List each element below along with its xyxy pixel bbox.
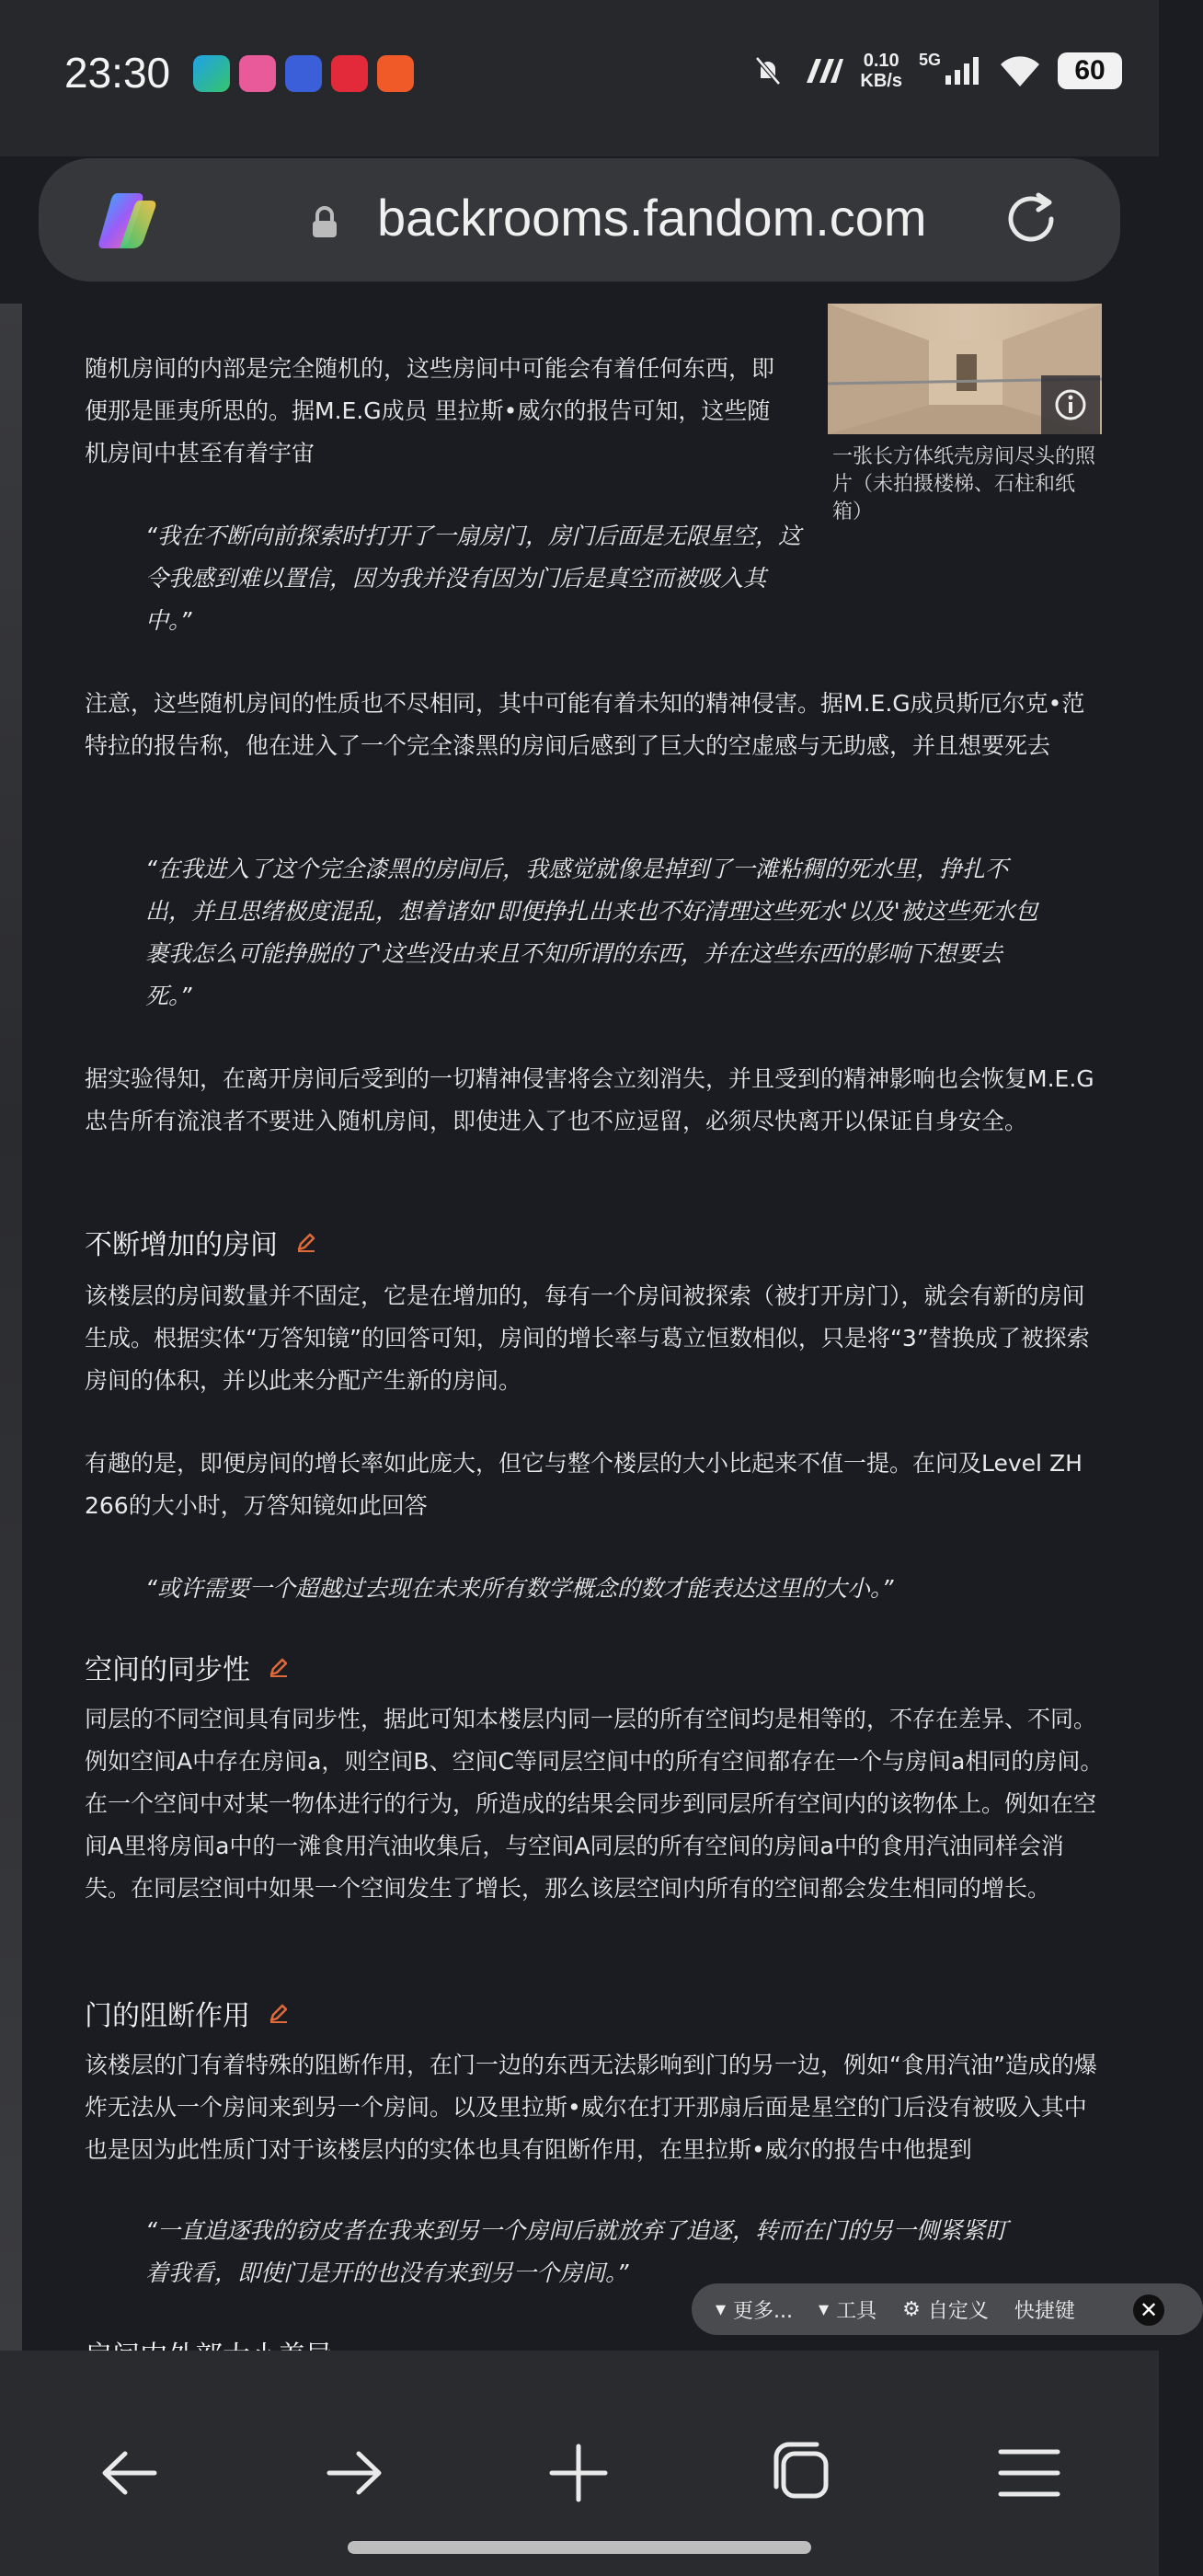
status-right <box>750 51 1122 91</box>
net-speed-value: 0.10 <box>863 51 899 71</box>
carrier-icon <box>803 57 843 85</box>
shortcuts-button[interactable] <box>1014 2295 1075 2324</box>
intro-paragraph: 随机房间的内部是完全随机的，这些房间中可能会有着任何东西，即便那是匪夷所思的。据M.E.G成员 里拉斯•威尔的报告可知，这些随机房间中甚至有着宇宙 <box>85 355 775 466</box>
section-heading-size-difference <box>85 2333 333 2351</box>
notification-icons <box>193 55 414 92</box>
heart-app-icon <box>331 55 368 92</box>
paragraph-level-size: 有趣的是，即便房间的增长率如此庞大，但它与整个楼层的大小比起来不值一提。在问及Level ZH 266的大小时，万答知镜如此回答 <box>85 1450 1083 1519</box>
cat-app-icon <box>377 55 414 92</box>
tieba-app-icon <box>285 55 322 92</box>
paragraph-room-growth: 该楼层的房间数量并不固定，它是在增加的，每有一个房间被探索（被打开房门），就会有新的房间生成。根据实体“万答知镜”的回答可知，房间的增长率与葛立恒数相似，只是将“3”替换成了被探索房间的体积，并以此来分配产生新的房间。 <box>85 1282 1090 1394</box>
edit-icon[interactable] <box>267 1655 291 1679</box>
forward-arrow-icon[interactable] <box>315 2433 394 2513</box>
signal-icon <box>944 55 982 86</box>
quote-dark-room: “在我进入了这个完全漆黑的房间后，我感觉就像是掉到了一滩粘稠的死水里，挣扎不出，并且思绪极度混乱，想着诸如'即便挣扎出来也不好清理这些死水'以及'被这些死水包裹我怎么可能挣脱的了'这些没由来且不知所谓的东西，并在这些东西的影响下想要去死。” <box>145 856 1038 1009</box>
mute-bell-icon <box>750 52 786 89</box>
paragraph-synchronicity: 同层的不同空间具有同步性，据此可知本楼层内同一层的所有空间均是相等的，不存在差异、不同。例如空间A中存在房间a，则空间B、空间C等同层空间中的所有空间都存在一个与房间a相同的房间。在一个空间中对某一物体进行的行为，所造成的结果会同步到同层所有空间内的该物体上。例如在空间A里将房间a中的一滩食用汽油收集后，与空间A同层的所有空间的房间a中的食用汽油同样会消失。在同层空间中如果一个空间发生了增长，那么该层空间内所有的空间都会发生相同的增长。 <box>85 1706 1104 1902</box>
gear-icon: ⚙ <box>902 2297 921 2321</box>
net-speed <box>860 51 902 91</box>
info-icon[interactable] <box>1041 375 1100 434</box>
tools-label: 工具 <box>836 2299 877 2323</box>
quote-stars: “我在不断向前探索时打开了一扇房门，房门后面是无限星空，这令我感到难以置信，因为我并没有因为门后是真空而被吸入其中。” <box>145 523 801 634</box>
menu-icon[interactable] <box>990 2433 1069 2513</box>
shortcuts-label: 快捷键 <box>1014 2299 1075 2323</box>
edge-app-icon <box>193 55 230 92</box>
signal-indicator <box>918 51 982 86</box>
caret-down-icon: ▾ <box>819 2297 830 2321</box>
wifi-icon <box>999 53 1041 88</box>
paragraph-door-blocking: 该楼层的门有着特殊的阻断作用，在门一边的东西无法影响到门的另一边，例如“食用汽油”造成的爆炸无法从一个房间来到另一个房间。以及里拉斯•威尔在打开那扇后面是星空的门后没有被吸入其中也是因为此性质门对于该楼层内的实体也具有阻断作用，在里拉斯•威尔的报告中他提到 <box>85 2052 1097 2163</box>
paragraph-mental-harm: 注意，这些随机房间的性质也不尽相同，其中可能有着未知的精神侵害。据M.E.G成员斯厄尔克•范特拉的报告称，他在进入了一个完全漆黑的房间后感到了巨大的空虚感与无助感，并且想要死去 <box>85 690 1085 759</box>
close-toolbar-button[interactable]: ✕ <box>1133 2294 1164 2326</box>
lala-app-icon <box>239 55 276 92</box>
tabs-icon[interactable] <box>763 2433 842 2513</box>
paragraph-recovery: 据实验得知，在离开房间后受到的一切精神侵害将会立刻消失，并且受到的精神影响也会恢复M.E.G忠告所有流浪者不要进入随机房间，即使进入了也不应逗留，必须尽快离开以保证自身安全。 <box>85 1065 1094 1134</box>
heading-text: 不断增加的房间 <box>85 1229 278 1261</box>
image-caption: 一张长方体纸壳房间尽头的照片（未拍摄楼梯、石柱和纸箱） <box>832 445 1096 523</box>
lock-icon <box>309 206 340 239</box>
more-label: 更多... <box>733 2299 794 2323</box>
section-heading-synchronicity <box>85 1647 291 1687</box>
network-type: 5G <box>918 51 941 69</box>
customize-button[interactable] <box>902 2295 989 2324</box>
edit-icon[interactable] <box>267 2001 291 2025</box>
quote-size: “或许需要一个超越过去现在未来所有数学概念的数才能表达这里的大小。” <box>145 1575 894 1602</box>
copilot-icon[interactable] <box>92 186 162 256</box>
floating-toolbar <box>692 2283 1203 2335</box>
reload-icon[interactable] <box>998 186 1064 252</box>
quote-chaser: “一直追逐我的窃皮者在我来到另一个房间后就放弃了追逐，转而在门的另一侧紧紧盯着我看，即使门是开的也没有来到另一个房间。” <box>145 2217 1008 2286</box>
home-indicator[interactable] <box>348 2541 811 2554</box>
url-text[interactable]: backrooms.fandom.com <box>377 189 927 247</box>
edit-icon[interactable] <box>294 1230 318 1254</box>
more-button[interactable] <box>716 2295 793 2324</box>
page-edge <box>0 304 22 2351</box>
tools-button[interactable] <box>819 2295 876 2324</box>
heading-text: 门的阻断作用 <box>85 2000 250 2032</box>
net-speed-unit: KB/s <box>860 71 902 91</box>
address-bar[interactable] <box>39 158 1120 282</box>
status-bar <box>0 0 1159 156</box>
section-heading-increasing-rooms <box>85 1222 318 1262</box>
heading-text: 空间的同步性 <box>85 1654 250 1686</box>
customize-label: 自定义 <box>927 2299 989 2323</box>
section-heading-door-blocking <box>85 1993 291 2033</box>
new-tab-plus-icon[interactable] <box>539 2433 618 2513</box>
status-time: 23:30 <box>64 49 171 97</box>
battery-indicator: 60 <box>1058 52 1122 89</box>
back-arrow-icon[interactable] <box>90 2433 169 2513</box>
caret-down-icon: ▾ <box>716 2297 727 2321</box>
